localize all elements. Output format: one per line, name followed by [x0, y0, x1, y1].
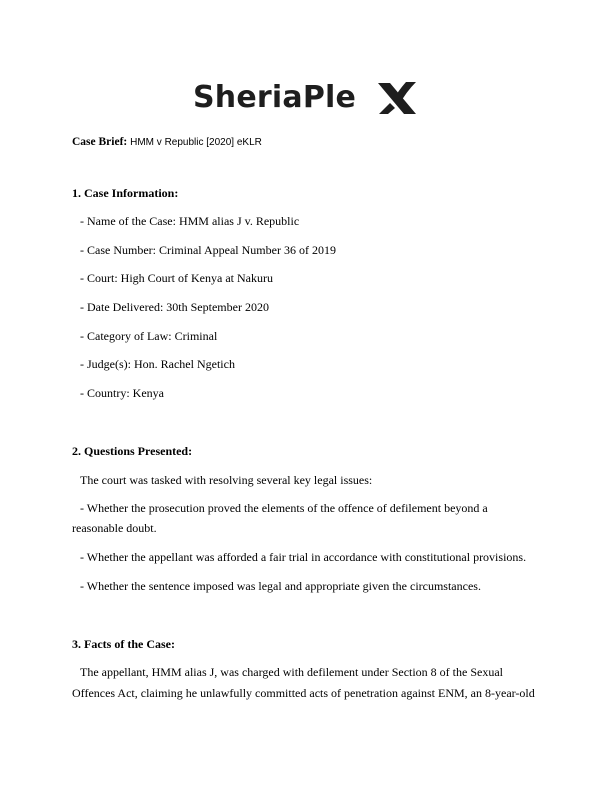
section3-heading: 3. Facts of the Case:: [72, 637, 175, 651]
case-info-item: - Name of the Case: HMM alias J v. Republic: [80, 214, 300, 228]
facts-paragraph-line: The appellant, HMM alias J, was charged with defilement under Section 8 of the Sexual: [80, 665, 503, 679]
section2-heading: 2. Questions Presented:: [72, 444, 193, 458]
case-info-item: - Date Delivered: 30th September 2020: [80, 300, 269, 314]
case-brief-line: [72, 136, 262, 148]
questions-intro: The court was tasked with resolving several key legal issues:: [80, 473, 373, 487]
case-info-item: - Category of Law: Criminal: [80, 329, 218, 343]
case-info-item: - Court: High Court of Kenya at Nakuru: [80, 271, 273, 285]
question-item: - Whether the sentence imposed was legal and appropriate given the circumstances.: [80, 579, 481, 593]
case-info-item: - Judge(s): Hon. Rachel Ngetich: [80, 357, 235, 371]
section1-heading: 1. Case Information:: [72, 186, 179, 200]
case-brief-label: Case Brief:: [72, 136, 128, 148]
case-brief-title: HMM v Republic [2020] eKLR: [130, 137, 262, 148]
case-info-item: - Case Number: Criminal Appeal Number 36 of 2019: [80, 243, 336, 257]
facts-paragraph-line: Offences Act, claiming he unlawfully committed acts of penetration against ENM, an 8-year-old: [72, 686, 535, 700]
question-item-continuation: reasonable doubt.: [72, 521, 157, 535]
question-item: - Whether the prosecution proved the elements of the offence of defilement beyond a: [80, 501, 488, 515]
question-item: - Whether the appellant was afforded a fair trial in accordance with constitutional provisions.: [80, 550, 527, 564]
sheriaplex-logo: [193, 78, 419, 122]
logo-text: SheriaPle: [193, 80, 357, 115]
case-info-item: - Country: Kenya: [80, 386, 164, 400]
logo-x-mark-icon: [376, 79, 418, 117]
